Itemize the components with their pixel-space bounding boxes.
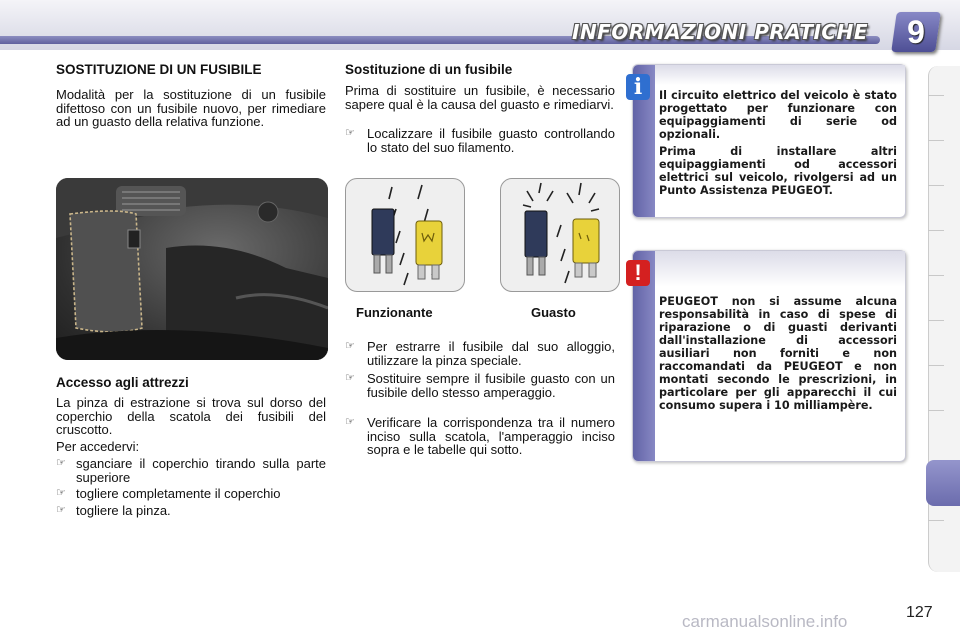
tab-divider (928, 140, 944, 141)
fuse-ok-icon (346, 179, 464, 291)
section-intro: Modalità per la sostituzione di un fusibile difettoso con un fusibile nuovo, per rimediare ad un guasto della relativa funzione. (56, 87, 326, 129)
list-item-text: togliere completamente il coperchio (76, 486, 281, 501)
replace-intro: Prima di sostituire un fusibile, è necessario sapere qual è la causa del guasto e rimediarvi. (345, 83, 615, 112)
info-text-2: Prima di installare altri equipaggiamenti od accessori elettrici sul veicolo, rivolgersi ad un Punto Assistenza PEUGEOT. (659, 145, 897, 197)
dashboard-illustration (56, 178, 328, 360)
list-item (345, 416, 615, 457)
info-panel (632, 64, 906, 218)
tab-divider (928, 410, 944, 411)
hand-pointer-icon: ☞ (345, 127, 355, 139)
watermark: carmanualsonline.info (682, 612, 848, 631)
warning-panel (632, 250, 906, 462)
chapter-number: 9 (907, 14, 925, 50)
info-icon: i (626, 74, 650, 100)
hand-pointer-icon: ☞ (345, 372, 355, 384)
tools-title: Accesso agli attrezzi (56, 375, 189, 390)
info-text-1: Il circuito elettrico del veicolo è stato progettato per funzionare con equipaggiamenti di serie od opzionali. (659, 89, 897, 141)
tab-divider (928, 95, 944, 96)
section-title: SOSTITUZIONE DI UN FUSIBILE (56, 62, 262, 77)
list-item-text: Verificare la corrispondenza tra il numero inciso sulla scatola, l'amperaggio inciso sopra e le tabelle qui sotto. (367, 415, 615, 457)
caption-blown: Guasto (531, 305, 576, 320)
tab-divider (928, 320, 944, 321)
tools-text: La pinza di estrazione si trova sul dorso del coperchio della scatola dei fusibili del cruscotto. (56, 395, 326, 437)
info-panel-top (655, 65, 905, 85)
chapter-tab-active[interactable] (926, 460, 960, 506)
list-item-text: Sostituire sempre il fusibile guasto con un fusibile dello stesso amperaggio. (367, 371, 615, 400)
list-item-text: sganciare il coperchio tirando sulla parte superiore (76, 456, 326, 485)
list-item-text: togliere la pinza. (76, 503, 171, 518)
list-item (345, 127, 615, 154)
list-item (56, 487, 326, 501)
list-item (345, 372, 615, 399)
warning-text: PEUGEOT non si assume alcuna responsabilità in caso di spese di riparazione o di guasti derivanti dall'installazione di accessori ausiliari non forniti e non raccomandati da PEUGEOT e non montati secondo le prescrizioni, in particolare per gli apparecchi il cui consumo supera i 10 milliampère. (659, 295, 897, 412)
tab-divider (928, 365, 944, 366)
hand-pointer-icon: ☞ (345, 416, 355, 428)
caption-working: Funzionante (356, 305, 433, 320)
hand-pointer-icon: ☞ (56, 457, 66, 469)
list-item-text: Localizzare il fusibile guasto controllando lo stato del suo filamento. (367, 126, 615, 155)
warning-icon: ! (626, 260, 650, 286)
list-item (56, 504, 326, 518)
list-item (56, 457, 326, 484)
fuse-ok-illustration (345, 178, 465, 292)
access-label: Per accedervi: (56, 439, 140, 454)
tab-divider (928, 185, 944, 186)
list-item (345, 340, 615, 367)
fuse-blown-illustration (500, 178, 620, 292)
hand-pointer-icon: ☞ (56, 504, 66, 516)
warning-panel-top (655, 251, 905, 287)
page-number: 127 (906, 604, 933, 621)
tab-divider (928, 275, 944, 276)
hand-pointer-icon: ☞ (345, 340, 355, 352)
tab-divider (928, 230, 944, 231)
page-header-title: INFORMAZIONI PRATICHE (572, 20, 868, 44)
fuse-blown-icon (501, 179, 619, 291)
chapter-badge[interactable] (891, 12, 941, 52)
tab-divider (928, 520, 944, 521)
dashboard-photo (56, 178, 328, 360)
list-item-text: Per estrarre il fusibile dal suo alloggio, utilizzare la pinza speciale. (367, 339, 615, 368)
replace-title: Sostituzione di un fusibile (345, 62, 513, 77)
hand-pointer-icon: ☞ (56, 487, 66, 499)
